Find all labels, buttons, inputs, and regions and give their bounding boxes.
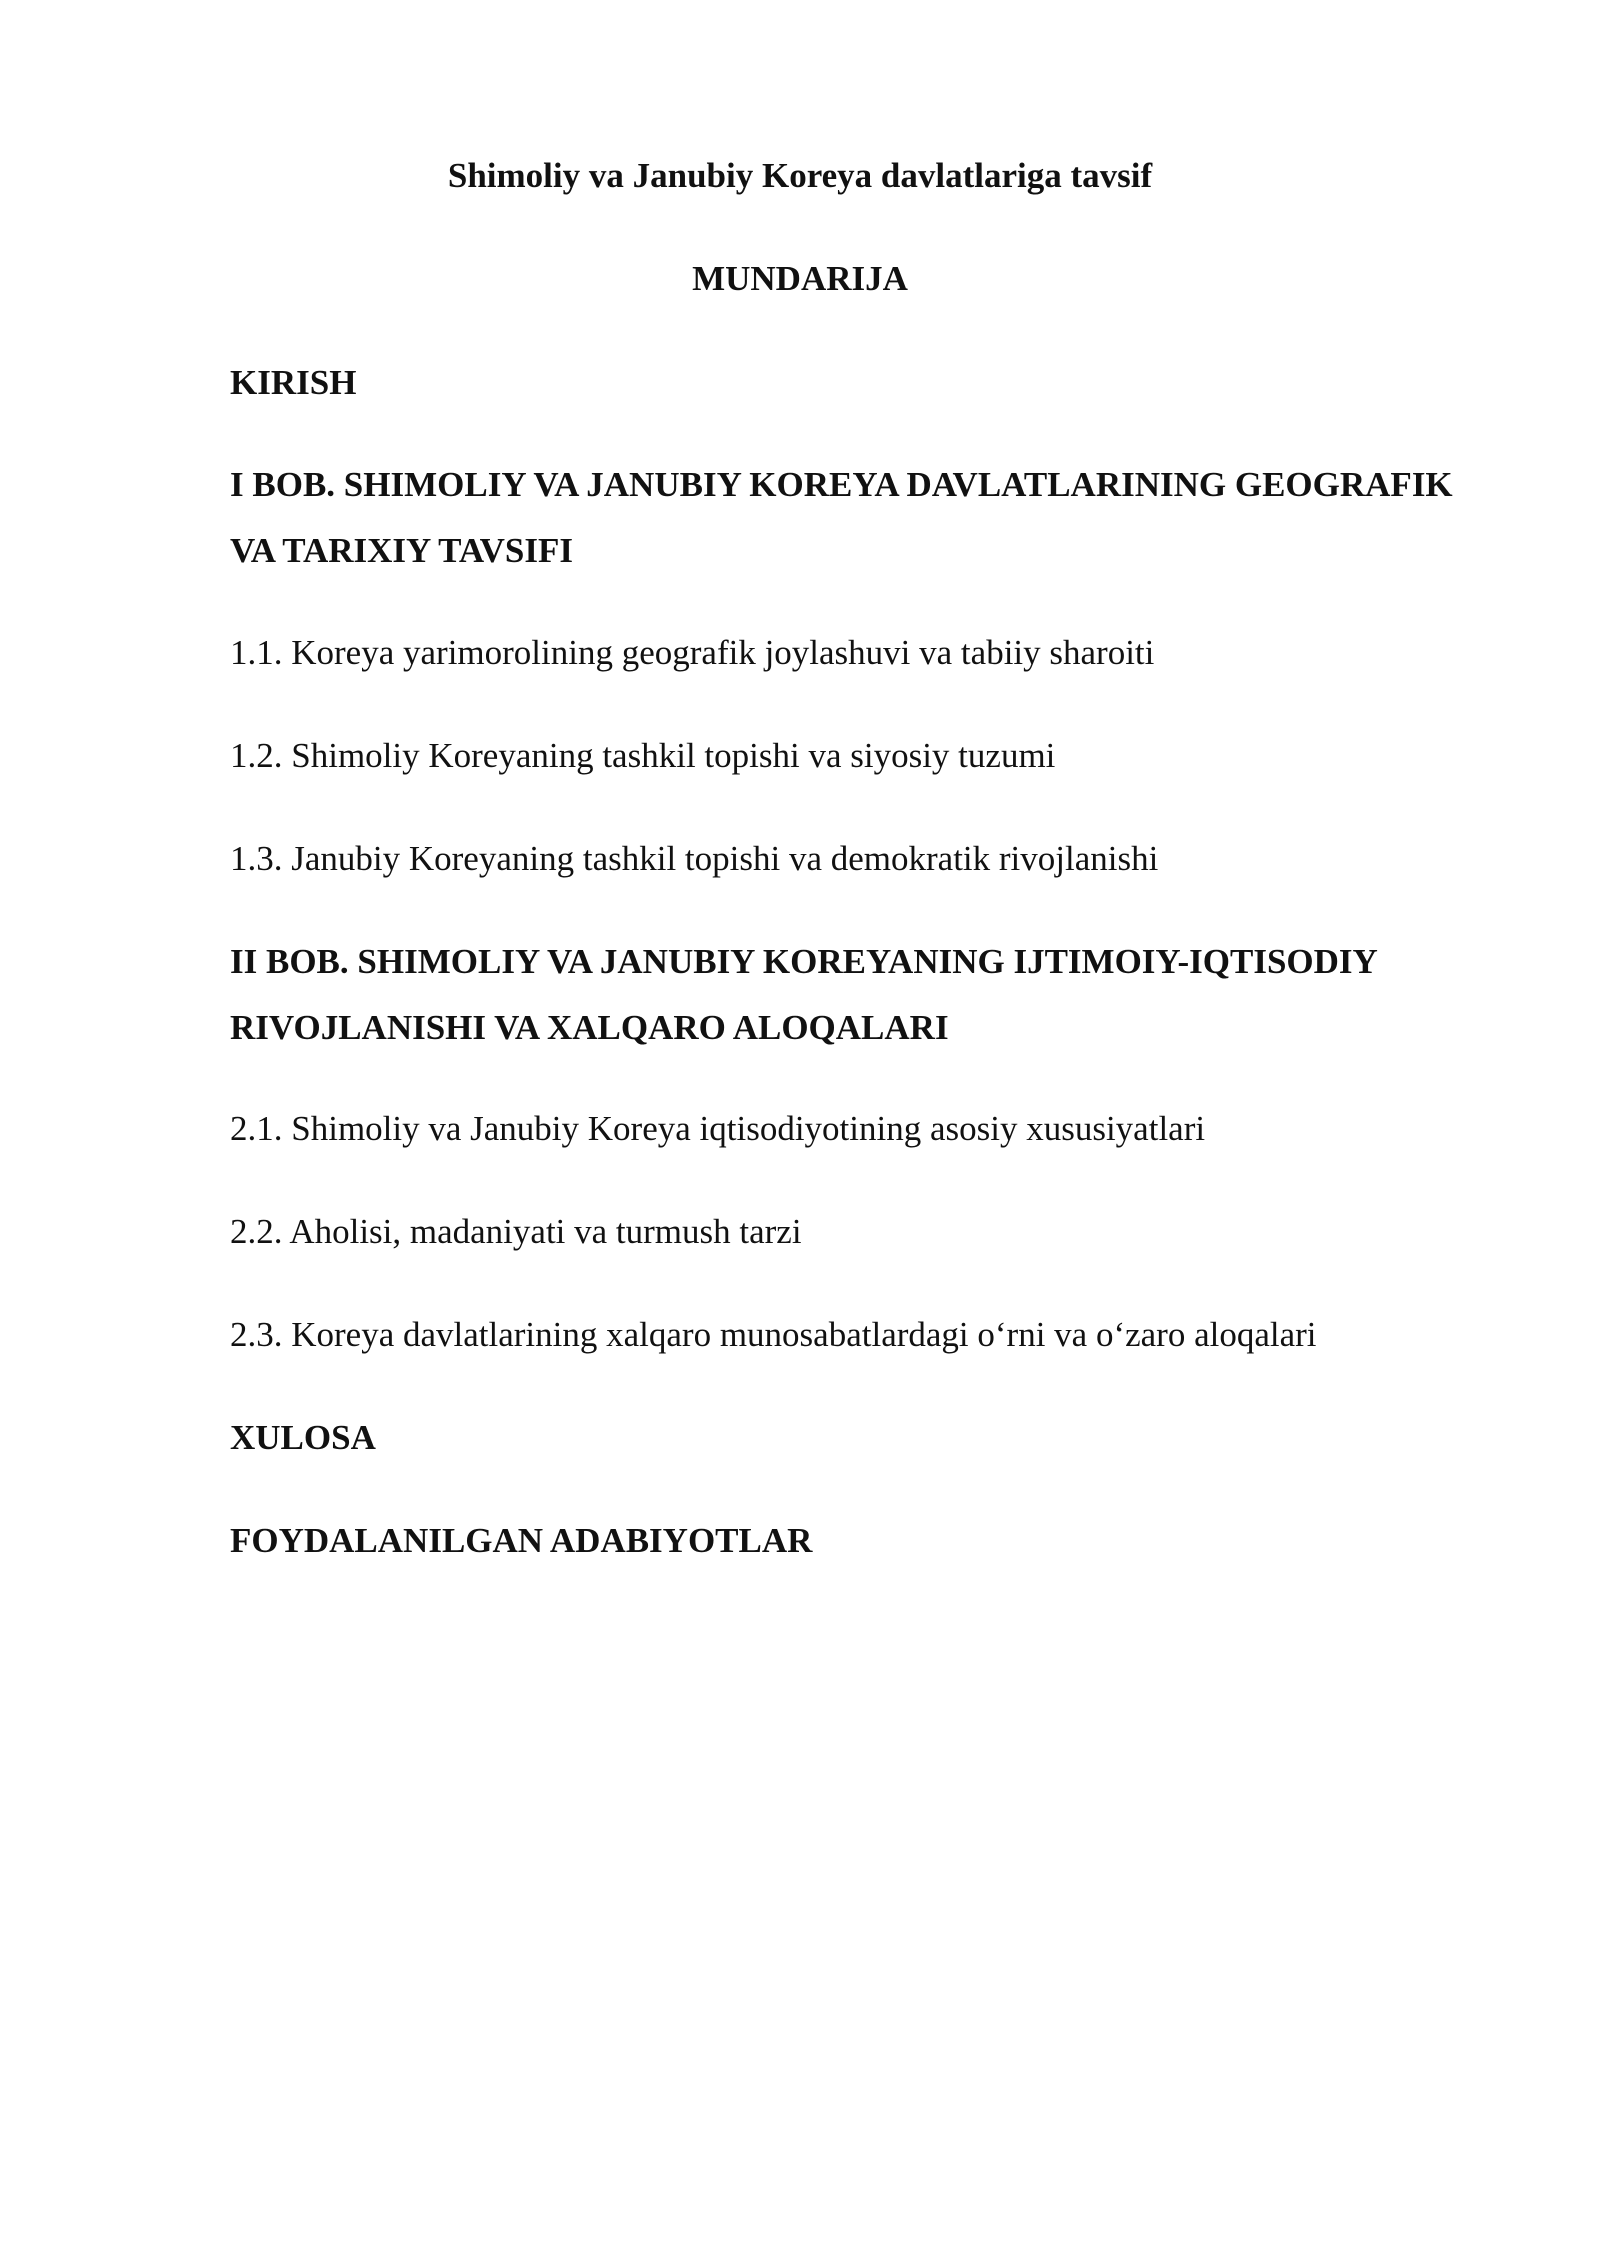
toc-entry-2-1: 2.1. Shimoliy va Janubiy Koreya iqtisodiyotining asosiy xususiyatlari (230, 1109, 1206, 1148)
toc-entry-xulosa: XULOSA (230, 1418, 376, 1457)
toc-entry-kirish: KIRISH (230, 363, 357, 402)
toc-entry-adabiyotlar: FOYDALANILGAN ADABIYOTLAR (230, 1521, 813, 1560)
toc-entry-2-2: 2.2. Aholisi, madaniyati va turmush tarzi (230, 1212, 802, 1251)
toc-entry-2-3: 2.3. Koreya davlatlarining xalqaro munosabatlardagi o‘rni va o‘zaro aloqalari (230, 1315, 1317, 1354)
toc-entry-chapter-1: I BOB. SHIMOLIY VA JANUBIY KOREYA DAVLATLARINING GEOGRAFIK VA TARIXIY TAVSIFI (230, 465, 1453, 570)
toc-entry-1-3: 1.3. Janubiy Koreyaning tashkil topishi va demokratik rivojlanishi (230, 839, 1159, 878)
toc-heading: MUNDARIJA (692, 259, 908, 298)
document-title: Shimoliy va Janubiy Koreya davlatlariga tavsif (447, 156, 1153, 195)
toc-entry-1-2: 1.2. Shimoliy Koreyaning tashkil topishi va siyosiy tuzumi (230, 736, 1056, 775)
toc-entry-1-1: 1.1. Koreya yarimorolining geografik joylashuvi va tabiiy sharoiti (230, 633, 1155, 672)
toc-entry-chapter-2: II BOB. SHIMOLIY VA JANUBIY KOREYANING IJTIMOIY-IQTISODIY RIVOJLANISHI VA XALQARO ALOQALARI (230, 942, 1377, 1047)
